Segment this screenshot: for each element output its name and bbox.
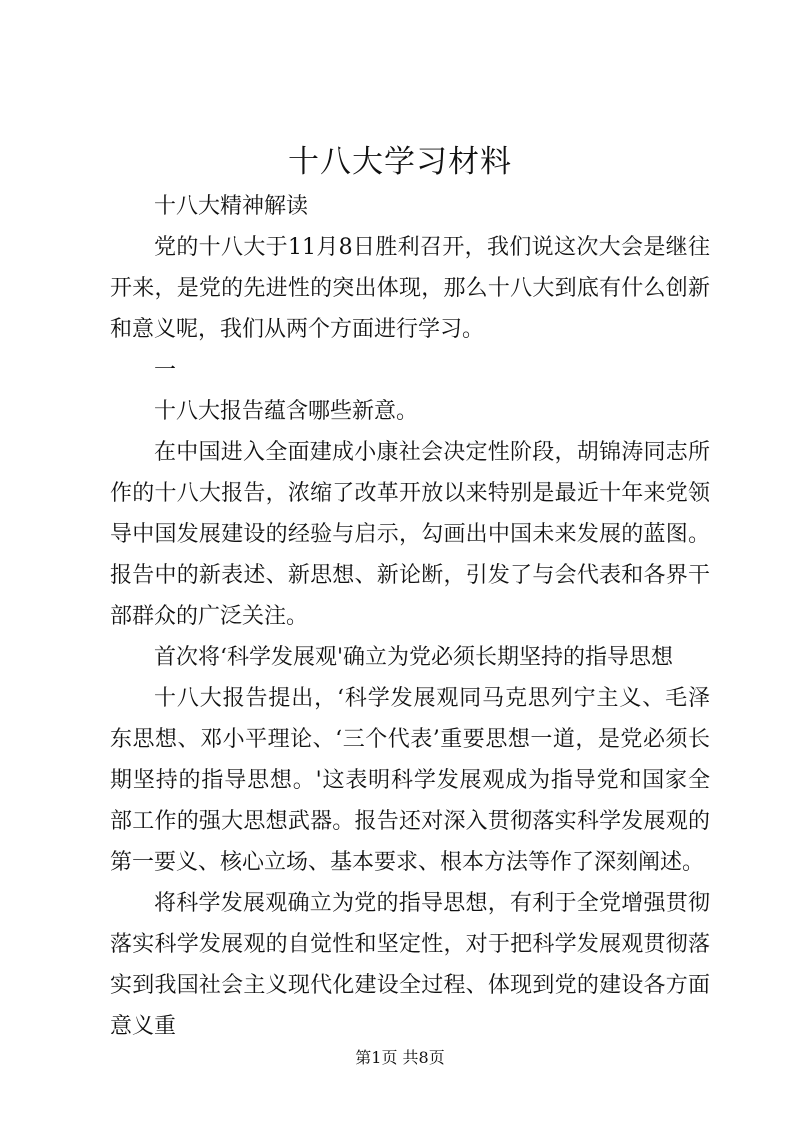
paragraph-report-overview: 在中国进入全面建成小康社会决定性阶段，胡锦涛同志所作的十八大报告，浓缩了改革开放以来特别是最近十年来党领导中国发展建设的经验与启示，勾画出中国未来发展的蓝图。报告中的新表述、新思想、新论断，引发了与会代表和各界干部群众的广泛关注。	[110, 440, 710, 629]
paragraph-section-number: 一	[154, 358, 177, 383]
document-body	[110, 186, 710, 1047]
paragraph-significance: 将科学发展观确立为党的指导思想，有利于全党增强贯彻落实科学发展观的自觉性和坚定性，对于把科学发展观贯彻落实到我国社会主义现代化建设全过程、体现到党的建设各方面意义重	[110, 891, 710, 1039]
paragraph-section-heading: 十八大报告蕴含哪些新意。	[154, 399, 419, 424]
page-number-footer: 第1页 共8页	[355, 1048, 445, 1067]
paragraph-intro: 党的十八大于11月8日胜利召开，我们说这次大会是继往开来，是党的先进性的突出体现，那么十八大到底有什么创新和意义呢，我们从两个方面进行学习。	[110, 235, 710, 342]
document-title: 十八大学习材料	[288, 144, 512, 180]
paragraph-heading-interpretation: 十八大精神解读	[154, 194, 309, 219]
paragraph-report-quote: 十八大报告提出，‘科学发展观同马克思列宁主义、毛泽东思想、邓小平理论、‘三个代表’重要思想一道，是党必须长期坚持的指导思想。'这表明科学发展观成为指导党和国家全部工作的强大思想武器。报告还对深入贯彻落实科学发展观的第一要义、核心立场、基本要求、根本方法等作了深刻阐述。	[110, 686, 710, 875]
paragraph-subheading: 首次将‘科学发展观'确立为党必须长期坚持的指导思想	[154, 645, 674, 670]
